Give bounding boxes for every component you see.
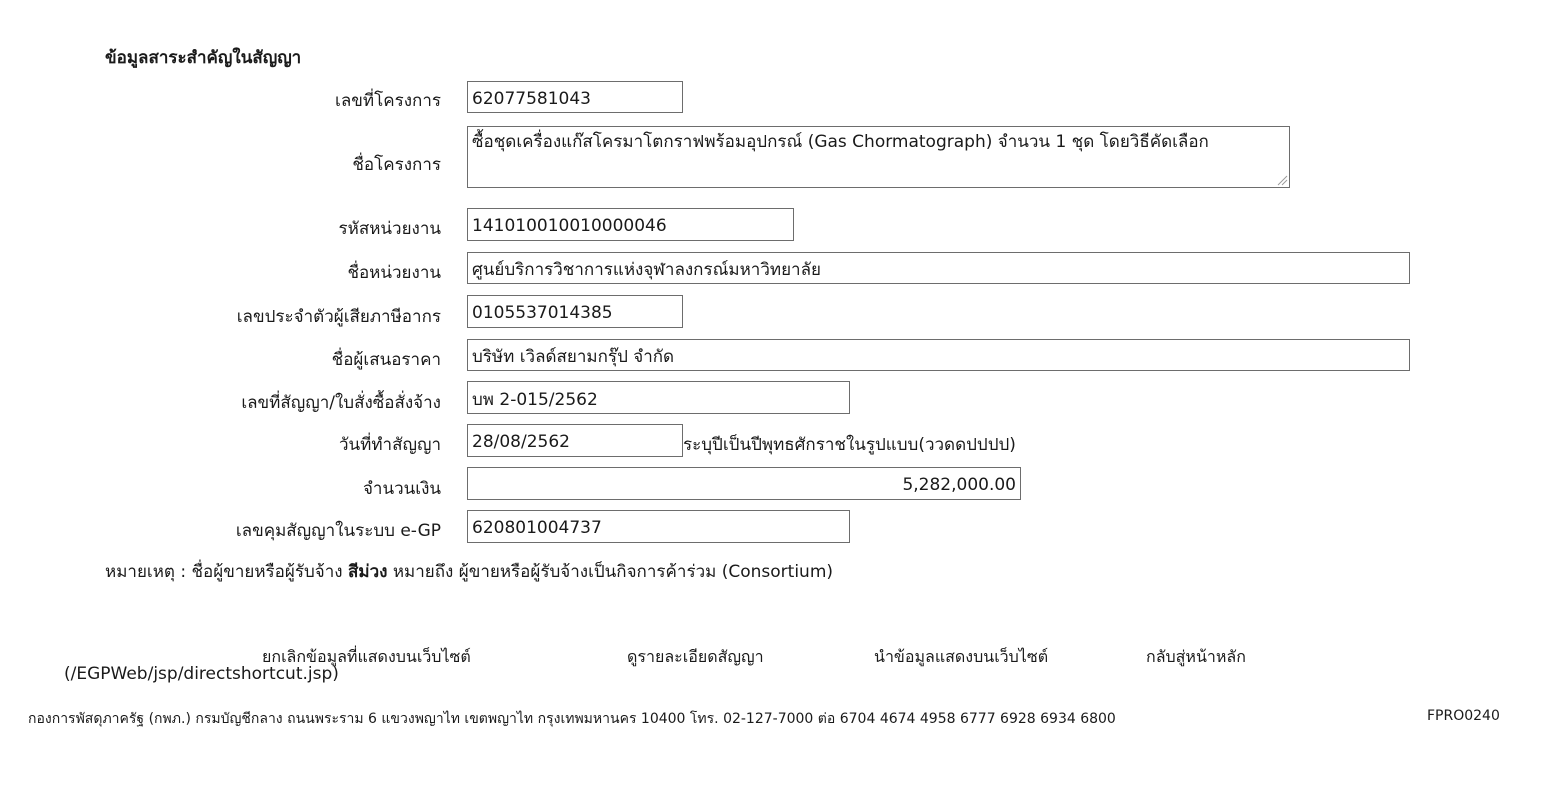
section-title: ข้อมูลสาระสำคัญในสัญญา [105, 48, 302, 68]
note-prefix: หมายเหตุ : ชื่อผู้ขายหรือผู้รับจ้าง [105, 562, 348, 582]
footer-address: กองการพัสดุภาครัฐ (กพภ.) กรมบัญชีกลาง ถนนพระราม 6 แขวงพญาไท เขตพญาไท กรุงเทพมหานคร 10400 โทร. 02-127-7000 ต่อ 6704 4674 4958 6777 6928 6934 6800 [28, 711, 1116, 727]
project-name-field[interactable] [467, 126, 1290, 188]
contract-date-field[interactable] [467, 424, 683, 457]
date-format-hint: ระบุปีเป็นปีพุทธศักราชในรูปแบบ(ววดดปปปป) [683, 435, 1016, 455]
page-code: FPRO0240 [1427, 708, 1500, 724]
contract-date-label: วันที่ทำสัญญา [338, 435, 441, 455]
note-highlight: สีม่วง [348, 562, 388, 582]
agency-name-field[interactable] [467, 252, 1410, 284]
cancel-display-link[interactable]: ยกเลิกข้อมูลที่แสดงบนเว็บไซต์ [262, 647, 471, 666]
contract-no-label: เลขที่สัญญา/ใบสั่งซื้อสั่งจ้าง [241, 393, 441, 413]
egp-contract-no-label: เลขคุมสัญญาในระบบ e-GP [235, 521, 441, 541]
project-name-label: ชื่อโครงการ [352, 155, 441, 175]
view-details-link[interactable]: ดูรายละเอียดสัญญา [627, 647, 764, 666]
project-no-field[interactable] [467, 81, 683, 113]
publish-link[interactable]: นำข้อมูลแสดงบนเว็บไซต์ [874, 647, 1049, 666]
egp-contract-no-field[interactable] [467, 510, 850, 543]
note-suffix: หมายถึง ผู้ขายหรือผู้รับจ้างเป็นกิจการค้าร่วม (Consortium) [387, 562, 834, 582]
agency-name-label: ชื่อหน่วยงาน [347, 263, 441, 283]
bidder-name-label: ชื่อผู้เสนอราคา [331, 350, 441, 370]
project-no-label: เลขที่โครงการ [335, 91, 441, 111]
home-link[interactable]: กลับสู่หน้าหลัก [1146, 647, 1246, 666]
contract-no-field[interactable] [467, 381, 850, 414]
agency-code-label: รหัสหน่วยงาน [338, 219, 441, 239]
agency-code-field[interactable] [467, 208, 794, 241]
tax-id-field[interactable] [467, 295, 683, 328]
consortium-note [105, 558, 833, 585]
tax-id-label: เลขประจำตัวผู้เสียภาษีอากร [236, 307, 441, 327]
amount-field[interactable] [467, 467, 1021, 500]
amount-label: จำนวนเงิน [362, 479, 441, 499]
cancel-display-link-url: (/EGPWeb/jsp/directshortcut.jsp) [64, 664, 339, 684]
bidder-name-field[interactable] [467, 339, 1410, 371]
